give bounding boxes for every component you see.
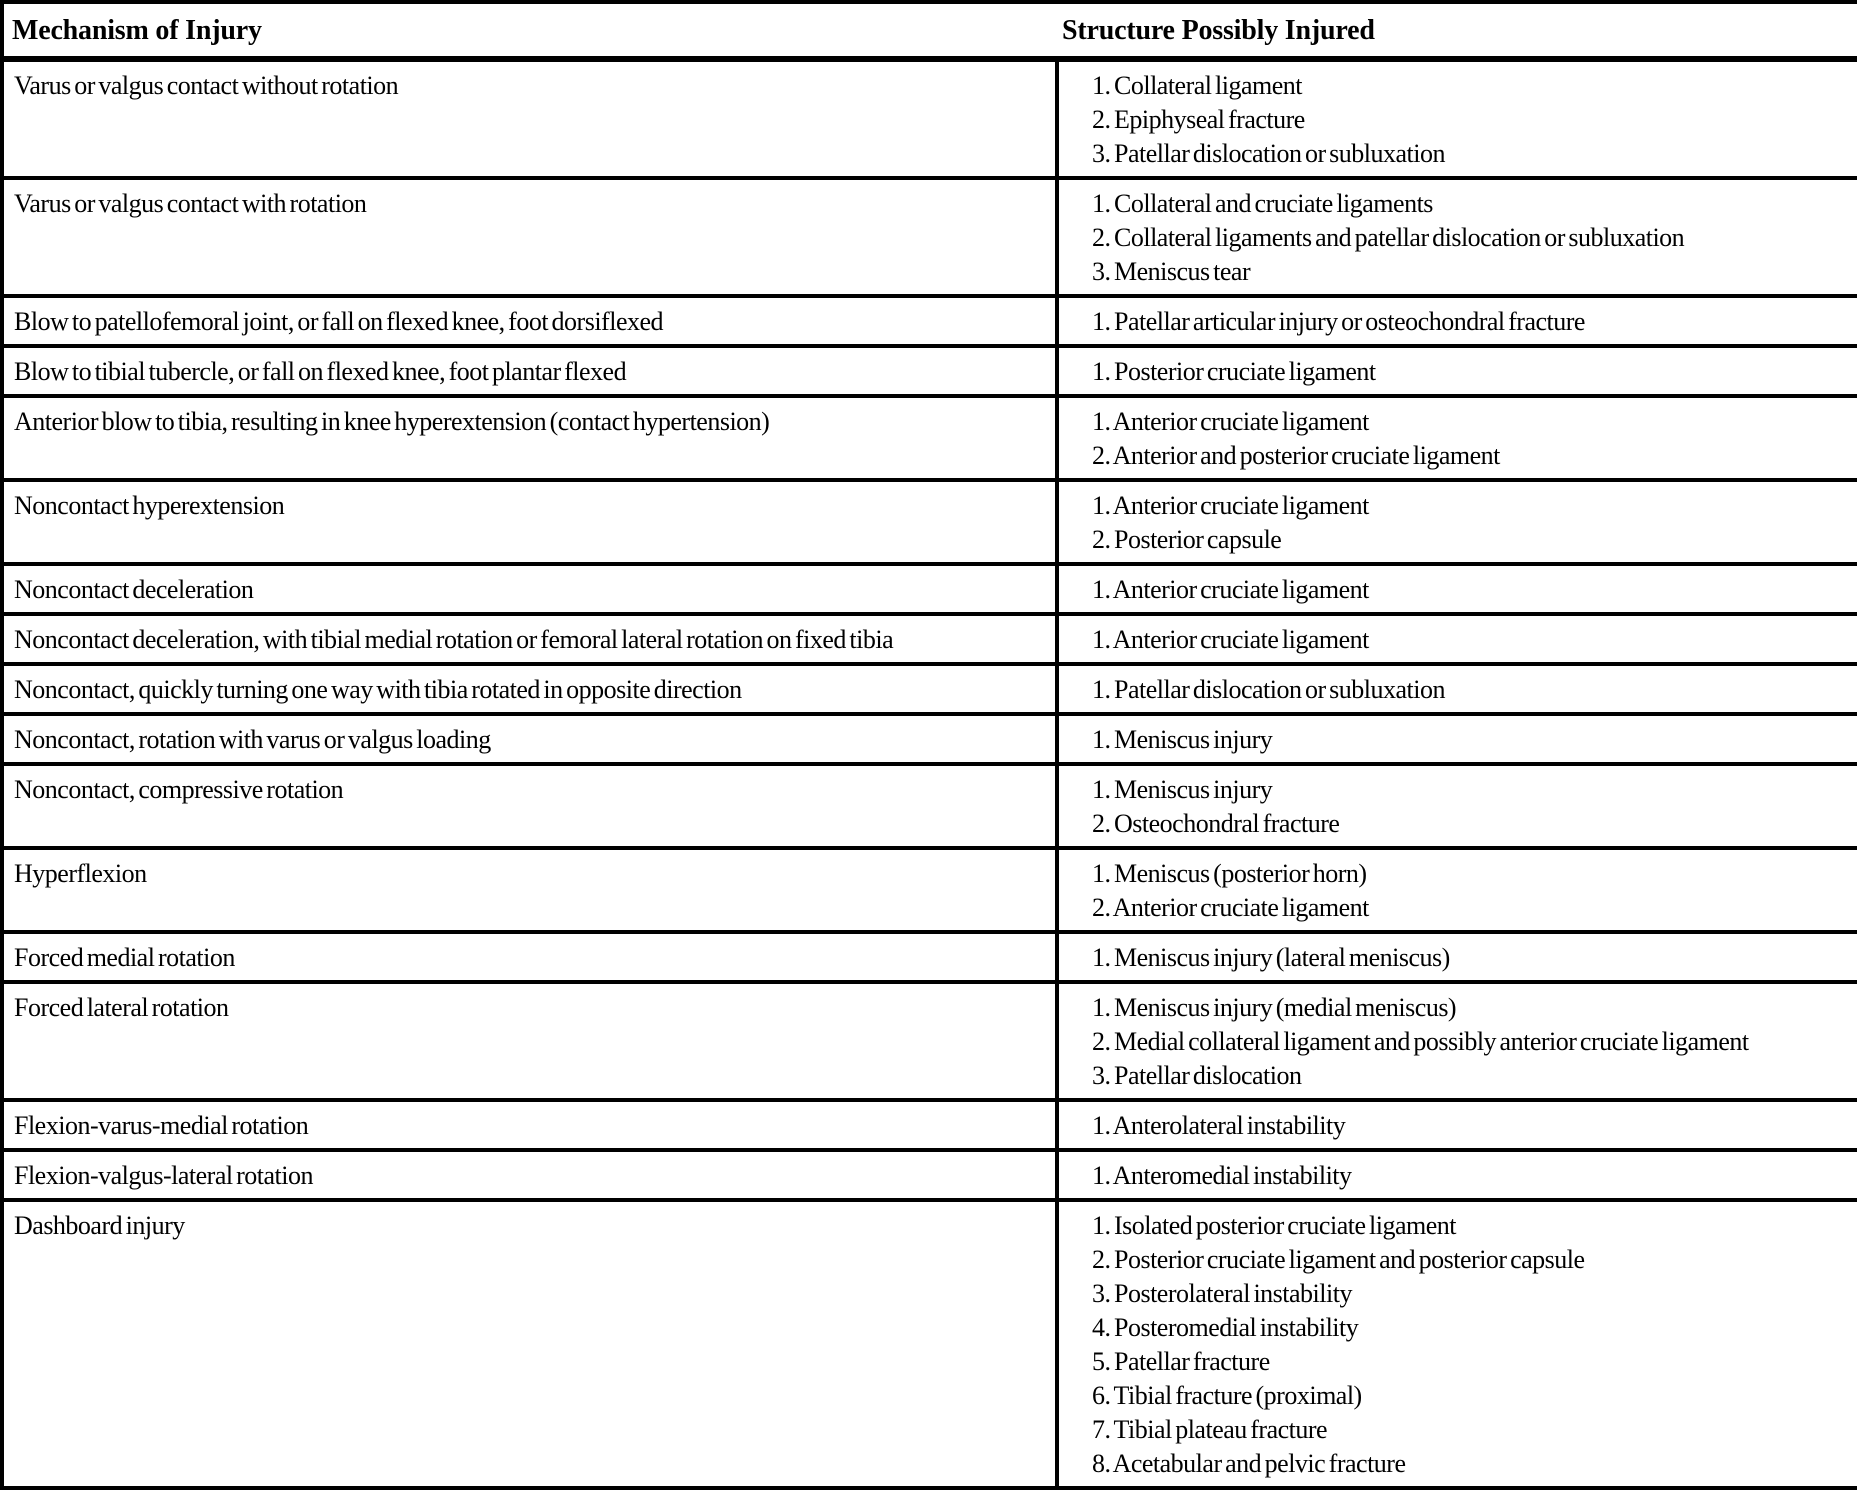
mechanism-cell (2, 564, 1057, 614)
structures-cell (1057, 480, 1857, 564)
mechanism-cell (2, 932, 1057, 982)
structure-item: 1. Meniscus injury (lateral meniscus) (1092, 943, 1450, 972)
structure-item: 3. Patellar dislocation or subluxation (1092, 139, 1445, 168)
mechanism-text: Forced lateral rotation (14, 993, 229, 1022)
structure-item: 3. Meniscus tear (1092, 257, 1251, 286)
structure-item: 1. Collateral and cruciate ligaments (1092, 189, 1433, 218)
table-row (2, 396, 1857, 480)
structures-cell (1057, 564, 1857, 614)
table-header (2, 2, 1857, 59)
structure-item: 6. Tibial fracture (proximal) (1092, 1381, 1362, 1410)
table-row (2, 346, 1857, 396)
structures-cell (1057, 178, 1857, 296)
mechanism-text: Hyperflexion (14, 859, 147, 888)
structure-item: 1. Collateral ligament (1092, 71, 1302, 100)
structures-cell (1057, 296, 1857, 346)
structure-item: 5. Patellar fracture (1092, 1347, 1270, 1376)
mechanism-cell (2, 714, 1057, 764)
mechanism-cell (2, 178, 1057, 296)
mechanism-text: Noncontact deceleration (14, 575, 254, 604)
structure-item: 4. Posteromedial instability (1092, 1313, 1359, 1342)
mechanism-cell (2, 764, 1057, 848)
mechanism-text: Blow to tibial tubercle, or fall on flexed knee, foot plantar flexed (14, 357, 627, 386)
table-row (2, 564, 1857, 614)
structure-item: 2. Posterior cruciate ligament and posterior capsule (1092, 1245, 1585, 1274)
mechanism-text: Varus or valgus contact with rotation (14, 189, 367, 218)
structures-cell (1057, 1150, 1857, 1200)
structures-cell (1057, 714, 1857, 764)
table-row (2, 1200, 1857, 1488)
structure-item: 2. Epiphyseal fracture (1092, 105, 1305, 134)
mechanism-text: Flexion-valgus-lateral rotation (14, 1161, 313, 1190)
structure-item: 1. Anterior cruciate ligament (1092, 575, 1369, 604)
structures-cell (1057, 1200, 1857, 1488)
table-row (2, 614, 1857, 664)
table-row (2, 764, 1857, 848)
structure-item: 3. Posterolateral instability (1092, 1279, 1352, 1308)
structure-item: 1. Anteromedial instability (1092, 1161, 1352, 1190)
structures-cell (1057, 664, 1857, 714)
mechanism-text: Noncontact, quickly turning one way with tibia rotated in opposite direction (14, 675, 742, 704)
mechanism-cell (2, 59, 1057, 178)
table-row (2, 714, 1857, 764)
structure-item: 1. Meniscus injury (1092, 775, 1273, 804)
structure-item: 1. Patellar dislocation or subluxation (1092, 675, 1445, 704)
table-row (2, 848, 1857, 932)
structure-item: 1. Anterior cruciate ligament (1092, 625, 1369, 654)
structures-cell (1057, 764, 1857, 848)
mechanism-text: Noncontact, compressive rotation (14, 775, 344, 804)
structures-cell (1057, 396, 1857, 480)
structures-cell (1057, 932, 1857, 982)
structure-item: 2. Anterior cruciate ligament (1092, 893, 1369, 922)
structure-item: 1. Meniscus (posterior horn) (1092, 859, 1367, 888)
table-row (2, 932, 1857, 982)
mechanism-cell (2, 1150, 1057, 1200)
structure-item: 1. Anterior cruciate ligament (1092, 491, 1369, 520)
structure-item: 1. Isolated posterior cruciate ligament (1092, 1211, 1456, 1240)
table-row (2, 664, 1857, 714)
mechanism-cell (2, 664, 1057, 714)
mechanism-cell (2, 480, 1057, 564)
structures-cell (1057, 614, 1857, 664)
mechanism-cell (2, 1100, 1057, 1150)
structures-cell (1057, 346, 1857, 396)
structure-item: 2. Medial collateral ligament and possibly anterior cruciate ligament (1092, 1027, 1749, 1056)
table-row (2, 296, 1857, 346)
structures-cell (1057, 982, 1857, 1100)
mechanism-text: Noncontact hyperextension (14, 491, 285, 520)
mechanism-text: Varus or valgus contact without rotation (14, 71, 399, 100)
mechanism-text: Noncontact, rotation with varus or valgus loading (14, 725, 491, 754)
structure-item: 1. Meniscus injury (1092, 725, 1273, 754)
mechanism-text: Blow to patellofemoral joint, or fall on flexed knee, foot dorsiflexed (14, 307, 664, 336)
structure-item: 8. Acetabular and pelvic fracture (1092, 1449, 1406, 1478)
mechanism-cell (2, 396, 1057, 480)
mechanism-cell (2, 296, 1057, 346)
structure-item: 2. Osteochondral fracture (1092, 809, 1340, 838)
mechanism-cell (2, 982, 1057, 1100)
mechanism-text: Anterior blow to tibia, resulting in knee hyperextension (contact hypertension) (14, 407, 770, 436)
mechanism-text: Noncontact deceleration, with tibial medial rotation or femoral lateral rotation on fixed tibia (14, 625, 894, 654)
table-row (2, 59, 1857, 178)
structure-item: 3. Patellar dislocation (1092, 1061, 1302, 1090)
structure-item: 1. Anterior cruciate ligament (1092, 407, 1369, 436)
column-header-structure-possibly-injured: Structure Possibly Injured (1057, 2, 1857, 59)
table-row (2, 982, 1857, 1100)
mechanism-text: Forced medial rotation (14, 943, 235, 972)
injury-table-body (2, 59, 1857, 1488)
mechanism-cell (2, 346, 1057, 396)
column-header-mechanism-of-injury: Mechanism of Injury (2, 2, 1057, 59)
structures-cell (1057, 59, 1857, 178)
mechanism-text: Flexion-varus-medial rotation (14, 1111, 309, 1140)
table-row (2, 1150, 1857, 1200)
structures-cell (1057, 1100, 1857, 1150)
table-row (2, 480, 1857, 564)
mechanism-text: Dashboard injury (14, 1211, 185, 1240)
header-row (2, 2, 1857, 59)
structure-item: 1. Posterior cruciate ligament (1092, 357, 1376, 386)
mechanism-cell (2, 614, 1057, 664)
structures-cell (1057, 848, 1857, 932)
structure-item: 2. Posterior capsule (1092, 525, 1282, 554)
mechanism-cell (2, 1200, 1057, 1488)
table-row (2, 1100, 1857, 1150)
mechanism-cell (2, 848, 1057, 932)
table-row (2, 178, 1857, 296)
structure-item: 2. Collateral ligaments and patellar dislocation or subluxation (1092, 223, 1685, 252)
structure-item: 1. Anterolateral instability (1092, 1111, 1346, 1140)
structure-item: 1. Patellar articular injury or osteochondral fracture (1092, 307, 1585, 336)
structure-item: 7. Tibial plateau fracture (1092, 1415, 1328, 1444)
structure-item: 1. Meniscus injury (medial meniscus) (1092, 993, 1457, 1022)
structure-item: 2. Anterior and posterior cruciate ligament (1092, 441, 1500, 470)
